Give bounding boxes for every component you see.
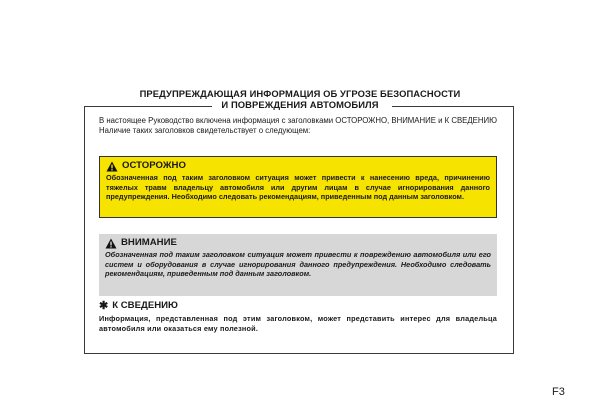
note-section [99,300,497,333]
frame-top-left-rule [84,106,212,107]
attention-text: Обозначенная под таким заголовком ситуация может привести к повреждению автомобиля или его систем и оборудования в случае игнорирования данного предупреждения. Необходимо следовать рекомендациям, приведенным под данным заголовком. [105,250,491,279]
attention-heading-row [105,237,491,249]
note-heading-row [99,300,497,312]
title-line-1: ПРЕДУПРЕЖДАЮЩАЯ ИНФОРМАЦИЯ ОБ УГРОЗЕ БЕЗОПАСНОСТИ [139,88,461,99]
caution-box [99,156,497,218]
caution-text: Обозначенная под таким заголовком ситуация может привести к нанесению вреда, причинению тяжелых травм владельцу автомобиля или другим лицам в случае игнорирования данного предупреждения. Необходимо следовать рекомендациям, приведенным под данным заголовком. [106,173,490,202]
warning-triangle-icon [105,238,117,249]
intro-line-2: Наличие таких заголовков свидетельствует о следующем: [99,126,311,136]
title-line-2: И ПОВРЕЖДЕНИЯ АВТОМОБИЛЯ [221,99,379,110]
caution-heading-row [106,160,490,172]
attention-heading: ВНИМАНИЕ [121,237,177,248]
warning-triangle-icon [106,161,118,172]
page-number: F3 [552,386,565,398]
caution-heading: ОСТОРОЖНО [122,160,186,171]
asterisk-icon: ✱ [99,300,109,312]
frame-top-right-rule [392,106,514,107]
intro-line-1: В настоящее Руководство включена информация с заголовками ОСТОРОЖНО, ВНИМАНИЕ и К СВЕДЕНИЮ [99,116,497,125]
note-heading: К СВЕДЕНИЮ [112,300,178,311]
intro-text [99,116,509,137]
attention-box [99,234,497,296]
note-text: Информация, представленная под этим заголовком, может представить интерес для владельца автомобиля или оказаться ему полезной. [99,314,497,333]
